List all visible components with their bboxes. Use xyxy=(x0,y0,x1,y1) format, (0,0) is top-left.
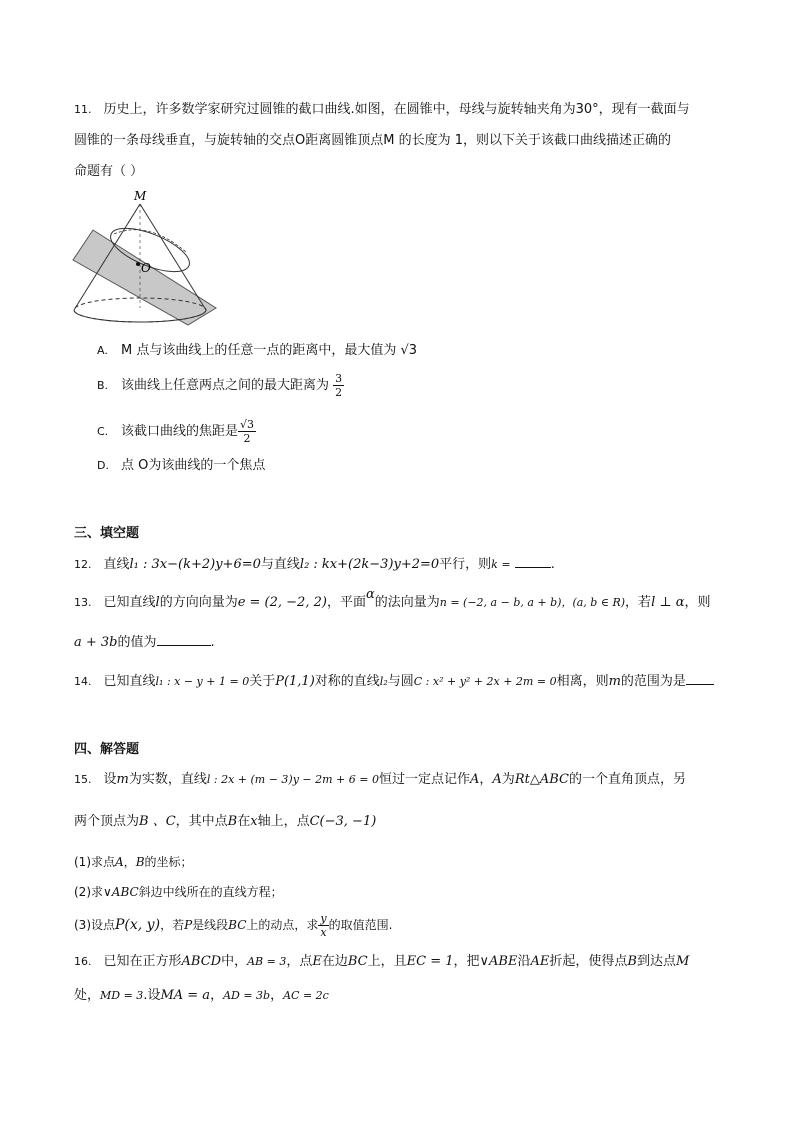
q13-line1 xyxy=(74,587,711,613)
q14-answer-blank[interactable] xyxy=(686,670,714,685)
q16-text: 中， xyxy=(221,954,248,969)
q12-line-l2: l₂ : kx+(2k−3)y+2=0 xyxy=(299,557,440,572)
q15-text: 为实数，直线 xyxy=(128,772,207,787)
q11-line1 xyxy=(74,100,690,120)
q15-points-BC: B 、C xyxy=(139,814,176,829)
q15-text: (1)求点 xyxy=(74,855,115,869)
q16-text: ， xyxy=(210,988,224,1003)
fraction-denominator: x xyxy=(320,926,327,939)
label-M: M xyxy=(134,190,147,203)
q15-text: 的取值范围. xyxy=(328,918,393,932)
q15-point-C: C(−3, −1) xyxy=(309,814,377,829)
q16-text: .设 xyxy=(143,988,161,1003)
q14-text: 相离，则 xyxy=(556,674,609,689)
fraction-denominator: 2 xyxy=(335,386,343,399)
q15-text: (3)设点 xyxy=(74,918,115,932)
section-solve-title: 四、解答题 xyxy=(74,742,140,757)
option-b-fraction xyxy=(333,372,344,399)
q13-condition: ，(a, b ∈ R) xyxy=(561,596,626,609)
q16-number: 16. xyxy=(74,955,92,968)
q13-number: 13. xyxy=(74,596,92,609)
q13-text: ，若 xyxy=(625,595,652,610)
q14-text: 对称的直线 xyxy=(314,674,380,689)
q13-text: ，平面 xyxy=(326,595,366,610)
q11-number: 11. xyxy=(74,103,92,116)
option-letter: B. xyxy=(97,379,109,392)
q16-text: ，把 xyxy=(453,954,480,969)
q13-line-l: l xyxy=(155,595,160,610)
cone-figure xyxy=(68,190,228,330)
q15-line-l: l : 2x + (m − 3)y − 2m + 6 = 0 xyxy=(206,773,379,786)
q15-x-axis: x xyxy=(250,814,258,829)
q13-text: ，则 xyxy=(684,595,711,610)
q11-option-a xyxy=(97,341,417,361)
q16-ac: AC = 2c xyxy=(283,989,329,1002)
fraction-denominator: 2 xyxy=(243,432,251,445)
option-letter: D. xyxy=(97,459,109,472)
q13-expression: a + 3b xyxy=(74,635,118,650)
q12-text: 与直线 xyxy=(260,557,300,572)
q15-point-A: A xyxy=(492,772,502,787)
q14-text: 关于 xyxy=(249,674,276,689)
q15-point-P: P xyxy=(184,918,193,932)
option-c-fraction xyxy=(238,418,256,445)
q15-part1 xyxy=(74,852,193,872)
q14-text: 与圆 xyxy=(387,674,414,689)
q16-text: ，点 xyxy=(286,954,313,969)
q16-ec: EC = 1 xyxy=(406,954,454,969)
q16-text: ， xyxy=(270,988,284,1003)
q12-var: k = xyxy=(491,558,511,571)
q15-part3 xyxy=(74,912,392,939)
q15-point-A: A xyxy=(470,772,480,787)
q12-answer-blank[interactable] xyxy=(515,553,551,568)
q16-text: 已知在正方形 xyxy=(103,954,182,969)
q11-line3: 命题有（ ） xyxy=(74,164,144,179)
q12-text: 平行，则 xyxy=(439,557,492,572)
q14-var-m: m xyxy=(608,674,621,689)
q15-text: ， xyxy=(479,772,493,787)
q16-text: 到达点 xyxy=(636,954,676,969)
q16-text: 折起，使得点 xyxy=(549,954,628,969)
q11-option-d xyxy=(97,456,265,476)
q15-text: 在 xyxy=(237,814,251,829)
q13-plane-alpha: α xyxy=(365,587,375,602)
q15-text: 设 xyxy=(103,772,117,787)
q15-line2 xyxy=(74,812,376,832)
q15-text: 上的动点，求 xyxy=(246,918,319,932)
q11-text-line1: 历史上，许多数学家研究过圆锥的截口曲线.如图，在圆锥中，母线与旋转轴夹角为30°，现有一截面与 xyxy=(103,102,690,117)
option-text: 点 O为该曲线的一个焦点 xyxy=(121,458,266,473)
q13-text: 已知直线 xyxy=(103,595,156,610)
q14-circle-C: C : x² + y² + 2x + 2m = 0 xyxy=(413,675,557,688)
option-text: 该曲线上任意两点之间的最大距离为 xyxy=(121,378,330,393)
q13-line2 xyxy=(74,631,215,653)
q16-line2 xyxy=(74,986,329,1006)
q15-text: ，若 xyxy=(160,918,185,932)
q16-side-BC: BC xyxy=(347,954,368,969)
q13-answer-blank[interactable] xyxy=(157,631,211,646)
q13-text: 的方向向量为 xyxy=(159,595,238,610)
q13-text: 的值为 xyxy=(117,635,157,650)
q15-text: 的一个直角顶点，另 xyxy=(568,772,686,787)
q13-text: 的法向量为 xyxy=(374,595,440,610)
q16-text: 处， xyxy=(74,988,101,1003)
q12-line xyxy=(74,553,555,575)
q15-text: 轴上，点 xyxy=(257,814,310,829)
q15-segment-BC: BC xyxy=(228,918,247,932)
q13-end: . xyxy=(210,635,215,650)
q16-text: 上，且 xyxy=(367,954,407,969)
q16-text: 沿 xyxy=(517,954,531,969)
q16-segment-AE: AE xyxy=(530,954,550,969)
q15-text: 为 xyxy=(501,772,515,787)
q15-triangle: Rt△ABC xyxy=(514,772,569,787)
fraction-numerator: 3 xyxy=(335,372,343,385)
option-text: 该截口曲线的焦距是 xyxy=(121,424,239,439)
q16-point-B: B xyxy=(627,954,637,969)
q16-md: MD = 3 xyxy=(100,989,144,1002)
q14-point-P: P(1,1) xyxy=(275,674,315,689)
q15-text: (2)求 xyxy=(74,885,103,899)
q16-ad: AD = 3b xyxy=(223,989,271,1002)
q13-perp: l ⊥ α xyxy=(651,595,685,610)
q15-text: 恒过一定点记作 xyxy=(378,772,470,787)
q15-part2 xyxy=(74,882,283,902)
q15-text: ，其中点 xyxy=(175,814,228,829)
option-letter: C. xyxy=(97,425,109,438)
q16-ab: AB = 3 xyxy=(247,955,287,968)
q15-ratio-fraction xyxy=(318,912,328,939)
q12-line-l1: l₁ : 3x−(k+2)y+6=0 xyxy=(129,557,261,572)
q16-point-M: M xyxy=(675,954,690,969)
q11-option-b xyxy=(97,372,344,399)
option-letter: A. xyxy=(97,344,108,357)
q12-end: . xyxy=(550,557,555,572)
q15-text: ， xyxy=(123,855,136,869)
q15-point-B: B xyxy=(135,855,145,869)
point-O xyxy=(136,262,140,266)
q14-text: 的范围为是 xyxy=(620,674,686,689)
q15-text: 两个顶点为 xyxy=(74,814,140,829)
q16-square: ABCD xyxy=(181,954,222,969)
q15-text: 的坐标； xyxy=(144,855,193,869)
option-text: M 点与该曲线上的任意一点的距离中，最大值为 √3 xyxy=(121,343,418,358)
q15-line1 xyxy=(74,770,686,790)
q14-number: 14. xyxy=(74,675,92,688)
q16-text: 在边 xyxy=(321,954,348,969)
q16-line1 xyxy=(74,952,689,972)
section-fill-in-title: 三、填空题 xyxy=(74,526,140,541)
q16-point-E: E xyxy=(312,954,322,969)
q15-triangle: ∨ABC xyxy=(103,885,139,899)
q15-text: 是线段 xyxy=(192,918,229,932)
q13-direction-vector: e = (2, −2, 2) xyxy=(237,595,327,610)
q15-point-P: P(x, y) xyxy=(115,917,161,933)
q16-ma: MA = a xyxy=(160,988,211,1003)
q16-triangle: ∨ABE xyxy=(479,954,518,969)
q13-normal-vector: n = (−2, a − b, a + b) xyxy=(439,596,562,609)
q14-line-l2: l₂ xyxy=(379,675,388,688)
q12-text: 直线 xyxy=(103,557,130,572)
q11-line2: 圆锥的一条母线垂直，与旋转轴的交点O距离圆锥顶点M 的长度为 1，则以下关于该截口曲线描述正确的 xyxy=(74,133,671,148)
q12-number: 12. xyxy=(74,558,92,571)
label-O: O xyxy=(141,261,151,275)
fraction-numerator: √3 xyxy=(240,418,255,431)
q11-option-c xyxy=(97,418,256,445)
q15-var-m: m xyxy=(116,772,129,787)
q14-line-l1: l₁ : x − y + 1 = 0 xyxy=(155,675,250,688)
q14-line xyxy=(74,670,714,692)
q15-point-A: A xyxy=(115,855,124,869)
q14-text: 已知直线 xyxy=(103,674,156,689)
q15-text: 斜边中线所在的直线方程； xyxy=(138,885,283,899)
q15-number: 15. xyxy=(74,773,92,786)
fraction-numerator: y xyxy=(320,912,327,925)
q15-point-B: B xyxy=(227,814,238,829)
